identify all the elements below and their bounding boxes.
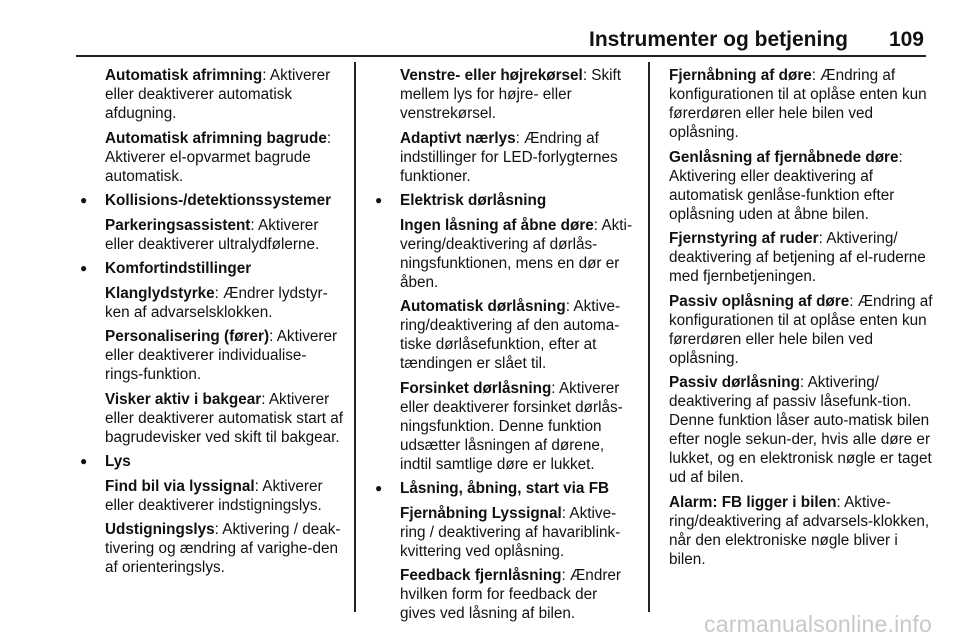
page-header — [76, 24, 926, 52]
bullet-heading: ● Lys — [105, 452, 344, 471]
column-middle — [375, 66, 637, 629]
setting-entry: Visker aktiv i bakgear: Aktiverer eller deaktiverer automatisk start af bagrudevisker ved skift til bakgear. — [105, 390, 344, 446]
setting-entry: Find bil via lyssignal: Aktiverer eller deaktiverer indstigningslys. — [105, 477, 323, 514]
bullet-heading: ● Kollisions-/detektionssystemer — [105, 191, 344, 210]
page-number: 109 — [888, 28, 924, 51]
setting-entry: Fjernåbning af døre: Ændring af konfigurationen til at oplåse enten kun førerdøren eller hele bilen ved oplåsning. — [669, 67, 927, 141]
column-divider-right — [648, 62, 650, 612]
setting-entry: Feedback fjernlåsning: Ændrer hvilken form for feedback der gives ved låsning af bilen. — [400, 567, 622, 622]
setting-entry: Personalisering (fører): Aktiverer eller deaktiverer individualise-rings-funktion. — [105, 328, 338, 383]
watermark-text: carmanualsonline.info — [704, 611, 932, 637]
setting-entry: Ingen låsning af åbne døre: Akti-vering/deaktivering af dørlås-ningsfunktionen, mens en dør er åben. — [400, 216, 633, 291]
setting-entry: Alarm: FB ligger i bilen: Aktive-ring/deaktivering af advarsels-klokken, når den elektroniske nøgle bliver i bilen. — [669, 493, 930, 568]
setting-entry: Klanglydstyrke: Ændrer lydstyr-ken af advarselsklokken. — [105, 284, 328, 321]
setting-entry: Automatisk afrimning bagrude: Aktiverer el-opvarmet bagrude automatisk. — [105, 129, 332, 185]
setting-entry: Venstre- eller højrekørsel: Skift mellem lys for højre- eller venstrekørsel. — [400, 67, 622, 122]
header-divider — [76, 55, 926, 57]
setting-entry: Forsinket dørlåsning: Aktiverer eller deaktiverer forsinket dørlås-ningsfunktion. Denne funktion udsætter låsningen af dørene, indtil samtlige døre er lukket. — [400, 379, 623, 473]
column-divider-left — [354, 62, 356, 612]
bullet-heading: ● Komfortindstillinger — [105, 259, 344, 278]
column-left — [80, 66, 344, 583]
setting-entry: Passiv dørlåsning: Aktivering/ deaktivering af passiv låsefunk-tion. Denne funktion låser auto-matisk bilen efter nogle sekun-der, hvis alle døre er lukket, og en elektronisk nøgle er taget ud af bilen. — [669, 374, 932, 486]
bullet-heading: ● Elektrisk dørlåsning — [400, 191, 637, 210]
section-title: Instrumenter og betjening — [588, 28, 848, 51]
column-right — [669, 66, 933, 574]
setting-entry: Genlåsning af fjernåbnede døre: Aktivering eller deaktivering af automatisk genlåse-funktion efter oplåsning uden at åbne bilen. — [669, 148, 903, 223]
setting-entry: Fjernstyring af ruder: Aktivering/ deaktivering af betjening af el-ruderne med fjernbetjeningen. — [669, 230, 926, 285]
bullet-heading: ● Låsning, åbning, start via FB — [400, 479, 637, 498]
setting-entry: Parkeringsassistent: Aktiverer eller deaktiverer ultralydfølerne. — [105, 216, 320, 253]
setting-entry: Automatisk dørlåsning: Aktive-ring/deaktivering af den automa-tiske dørlåsefunktion, efter at tændingen er slået til. — [400, 298, 621, 372]
setting-entry: Adaptivt nærlys: Ændring af indstillinger for LED-forlygternes funktioner. — [400, 129, 618, 185]
setting-entry: Fjernåbning Lyssignal: Aktive-ring / deaktivering af havariblink-kvittering ved oplåsning. — [400, 504, 621, 560]
setting-entry: Automatisk afrimning: Aktiverer eller deaktiverer automatisk afdugning. — [105, 67, 331, 122]
setting-entry: Passiv oplåsning af døre: Ændring af konfigurationen til at oplåse enten kun førerdøren eller hele bilen ved oplåsning. — [669, 292, 933, 367]
setting-entry: Udstigningslys: Aktivering / deak-tivering og ændring af varighe-den af orienteringslys. — [105, 521, 341, 576]
